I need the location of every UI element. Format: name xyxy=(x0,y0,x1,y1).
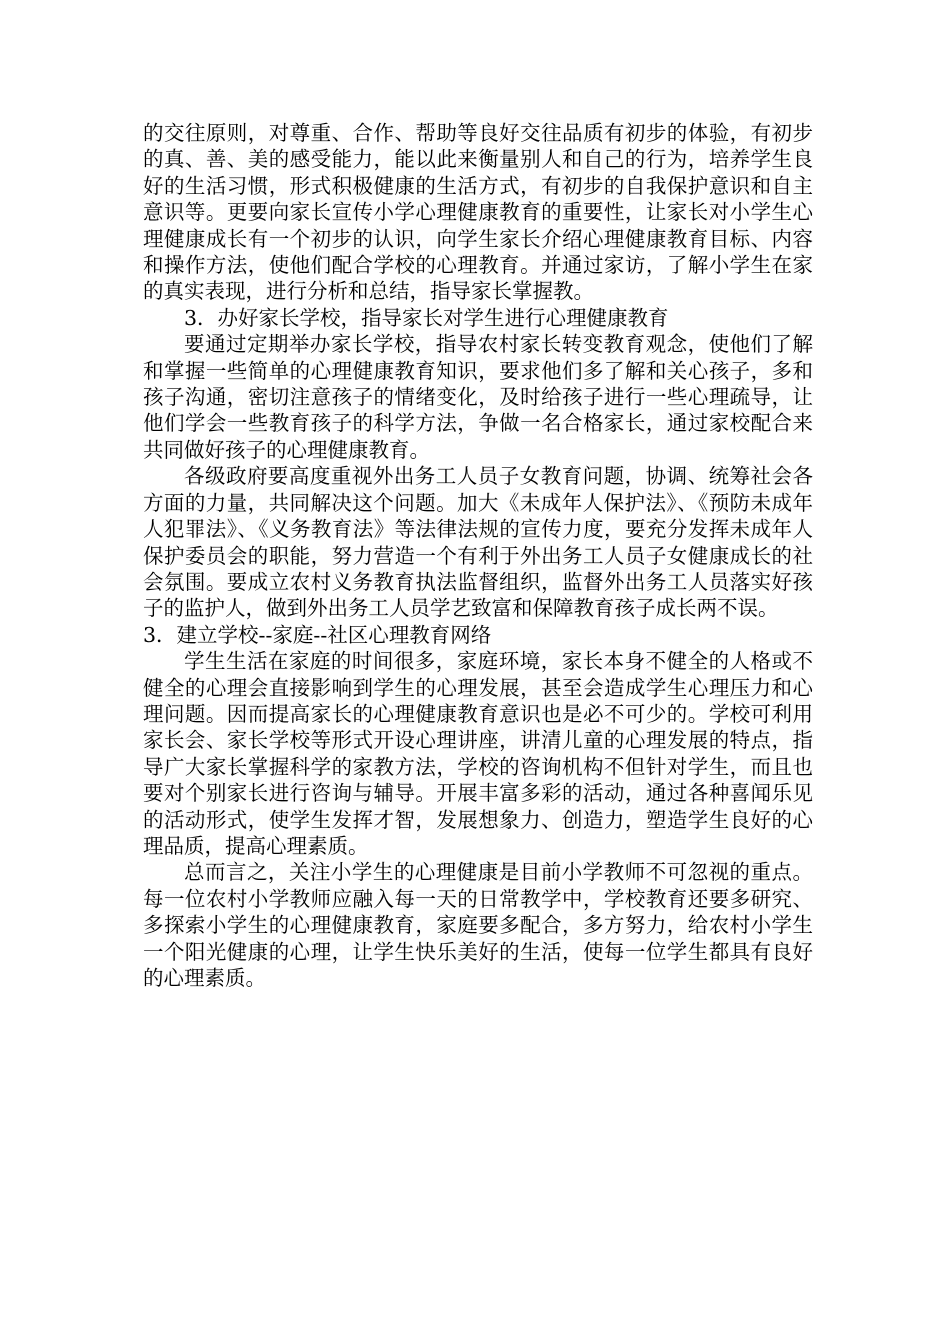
section-heading-parent-school: 3．办好家长学校，指导家长对学生进行心理健康教育 xyxy=(184,305,669,330)
paragraph-network: 学生生活在家庭的时间很多，家庭环境，家长本身不健全的人格或不健全的心理会直接影响到学生的心理发展，甚至会造成学生心理压力和心理问题。因而提高家长的心理健康教育意识也是必不可少的。学校可利用家长会、家长学校等形式开设心理讲座，讲清儿童的心理发展的特点，指导广大家长掌握科学的家教方法，学校的咨询机构不但针对学生，而且也要对个别家长进行咨询与辅导。开展丰富多彩的活动，通过各种喜闻乐见的活动形式，使学生发挥才智，发展想象力、创造力，塑造学生良好的心理品质，提高心理素质。 xyxy=(143,649,813,858)
paragraph-conclusion: 总而言之，关注小学生的心理健康是目前小学教师不可忽视的重点。每一位农村小学教师应融入每一天的日常教学中，学校教育还要多研究、多探索小学生的心理健康教育，家庭要多配合，多方努力，给农村小学生一个阳光健康的心理，让学生快乐美好的生活，使每一位学生都具有良好的心理素质。 xyxy=(143,860,813,990)
paragraph-parent-school: 要通过定期举办家长学校，指导农村家长转变教育观念，使他们了解和掌握一些简单的心理健康教育知识，要求他们多了解和关心孩子，多和孩子沟通，密切注意孩子的情绪变化，及时给孩子进行一些心理疏导，让他们学会一些教育孩子的科学方法，争做一名合格家长，通过家校配合来共同做好孩子的心理健康教育。 xyxy=(143,332,813,462)
document-body xyxy=(143,120,813,991)
paragraph-government: 各级政府要高度重视外出务工人员子女教育问题，协调、统筹社会各方面的力量，共同解决这个问题。加大《未成年人保护法》、《预防未成年人犯罪法》、《义务教育法》等法律法规的宣传力度，要充分发挥未成年人保护委员会的职能，努力营造一个有利于外出务工人员子女健康成长的社会氛围。要成立农村义务教育执法监督组织，监督外出务工人员落实好孩子的监护人，做到外出务工人员学艺致富和保障教育孩子成长两不误。 xyxy=(143,464,813,621)
paragraph-continuation: 的交往原则，对尊重、合作、帮助等良好交往品质有初步的体验，有初步的真、善、美的感受能力，能以此来衡量别人和自己的行为，培养学生良好的生活习惯，形式积极健康的生活方式，有初步的自我保护意识和自主意识等。更要向家长宣传小学心理健康教育的重要性，让家长对小学生心理健康成长有一个初步的认识，向学生家长介绍心理健康教育目标、内容和操作方法，使他们配合学校的心理教育。并通过家访，了解小学生在家的真实表现，进行分析和总结，指导家长掌握教。 xyxy=(143,121,813,304)
section-heading-network: 3．建立学校--家庭--社区心理教育网络 xyxy=(143,622,492,647)
